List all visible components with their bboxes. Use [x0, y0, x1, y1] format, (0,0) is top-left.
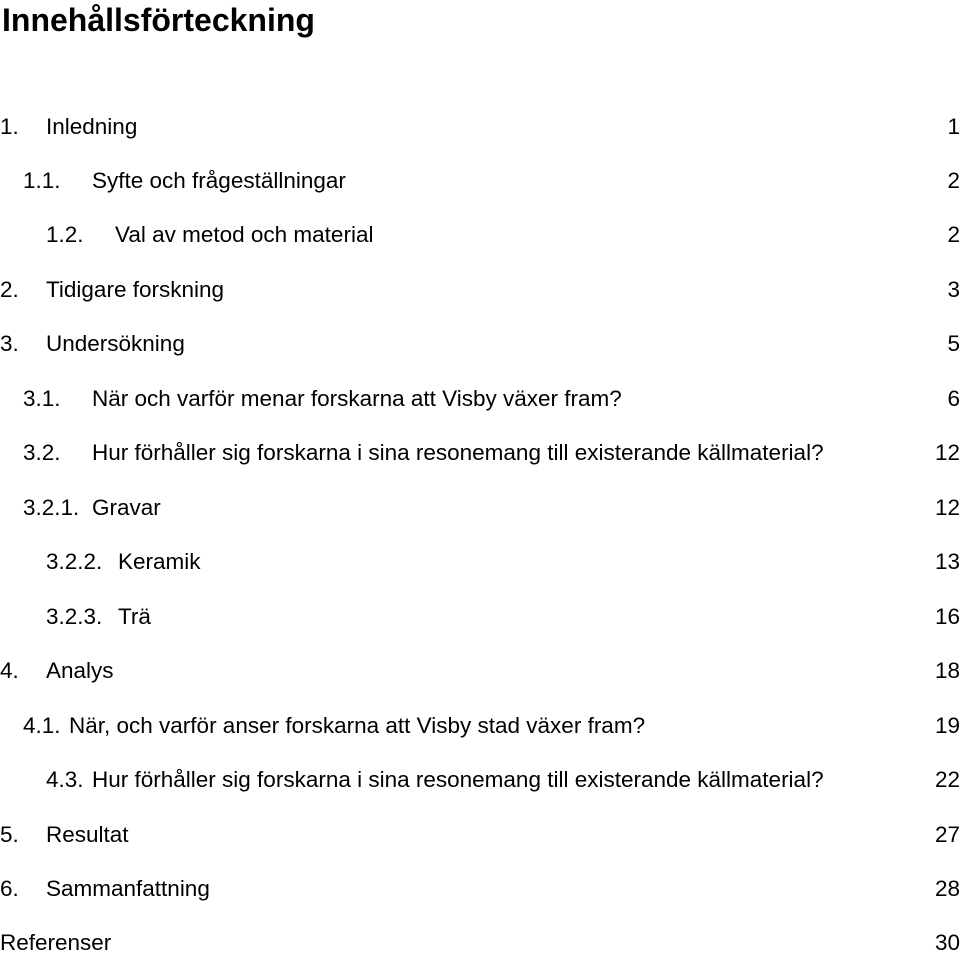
toc-entry-page: 6 — [947, 386, 960, 411]
toc-entry-label: Hur förhåller sig forskarna i sina resonemang till existerande källmaterial? — [92, 440, 824, 465]
toc-entry-number: 3.2.3. — [46, 604, 103, 629]
toc-entry-page: 22 — [934, 767, 960, 792]
toc-entry-number: 4. — [0, 658, 19, 683]
toc-entry-label: Tidigare forskning — [46, 277, 225, 302]
toc-entry-number: 2. — [0, 277, 19, 302]
toc-entry-resultat[interactable] — [0, 818, 960, 852]
toc-entry-label: Keramik — [118, 549, 201, 574]
toc-entry-syfte[interactable] — [0, 164, 960, 198]
toc-entry-number: 5. — [0, 822, 19, 847]
toc-entry-analys[interactable] — [0, 654, 960, 688]
toc-entry-number: 3.2.1. — [23, 495, 80, 520]
toc-entry-gravar[interactable] — [0, 491, 960, 525]
toc-entry-page: 2 — [947, 222, 960, 247]
toc-entry-page: 12 — [934, 495, 960, 520]
toc-entry-page: 19 — [934, 713, 960, 738]
toc-entry-nar-och-varfor[interactable] — [0, 382, 960, 416]
toc-entry-label: Undersökning — [46, 331, 185, 356]
toc-entry-page: 18 — [934, 658, 960, 683]
toc-entry-page: 27 — [934, 822, 960, 847]
toc-entry-page: 5 — [947, 331, 960, 356]
toc-entry-label: Analys — [46, 658, 114, 683]
toc-entry-undersokning[interactable] — [0, 327, 960, 361]
toc-entry-page: 2 — [947, 168, 960, 193]
toc-entry-page: 3 — [947, 277, 960, 302]
toc-entry-label: Val av metod och material — [115, 222, 374, 247]
toc-entry-number: 6. — [0, 876, 19, 901]
toc-entry-page: 12 — [934, 440, 960, 465]
toc-entry-sammanfattning[interactable] — [0, 872, 960, 906]
toc-entry-label: Inledning — [46, 114, 138, 139]
toc-entry-label: När och varför menar forskarna att Visby växer fram? — [92, 386, 622, 411]
toc-entry-number: 1. — [0, 114, 19, 139]
toc-entry-keramik[interactable] — [0, 545, 960, 579]
toc-entry-page: 16 — [934, 604, 960, 629]
toc-entry-number: 4.1. — [23, 713, 61, 738]
toc-entry-page: 13 — [934, 549, 960, 574]
toc-entry-label: Gravar — [92, 495, 161, 520]
toc-entry-number: 3.2.2. — [46, 549, 103, 574]
toc-entry-page: 28 — [934, 876, 960, 901]
toc-entry-label: När, och varför anser forskarna att Visby stad växer fram? — [69, 713, 646, 738]
toc-entry-tidigare-forskning[interactable] — [0, 273, 960, 307]
toc-entry-label: Referenser — [0, 930, 112, 955]
toc-entry-inledning[interactable] — [0, 110, 960, 144]
toc-entry-referenser[interactable] — [0, 926, 960, 960]
toc-entry-number: 3. — [0, 331, 19, 356]
toc-entry-number: 4.3. — [46, 767, 84, 792]
toc-entry-number: 1.1. — [23, 168, 61, 193]
toc-entry-label: Resultat — [46, 822, 129, 847]
toc-entry-number: 1.2. — [46, 222, 84, 247]
toc-entry-kallmaterial-analys[interactable] — [0, 763, 960, 797]
toc-entry-label: Syfte och frågeställningar — [92, 168, 346, 193]
toc-entry-label: Hur förhåller sig forskarna i sina resonemang till existerande källmaterial? — [92, 767, 824, 792]
toc-entry-number: 3.2. — [23, 440, 61, 465]
toc-entry-page: 1 — [947, 114, 960, 139]
toc-entry-label: Sammanfattning — [46, 876, 210, 901]
toc-entry-tra[interactable] — [0, 600, 960, 634]
toc-entry-page: 30 — [934, 930, 960, 955]
toc-entry-number: 3.1. — [23, 386, 61, 411]
toc-entry-label: Trä — [118, 604, 151, 629]
toc-entry-visby-stad[interactable] — [0, 709, 960, 743]
toc-entry-kallmaterial[interactable] — [0, 436, 960, 470]
toc-entry-metod[interactable] — [0, 218, 960, 252]
page-title: Innehållsförteckning — [2, 2, 315, 38]
